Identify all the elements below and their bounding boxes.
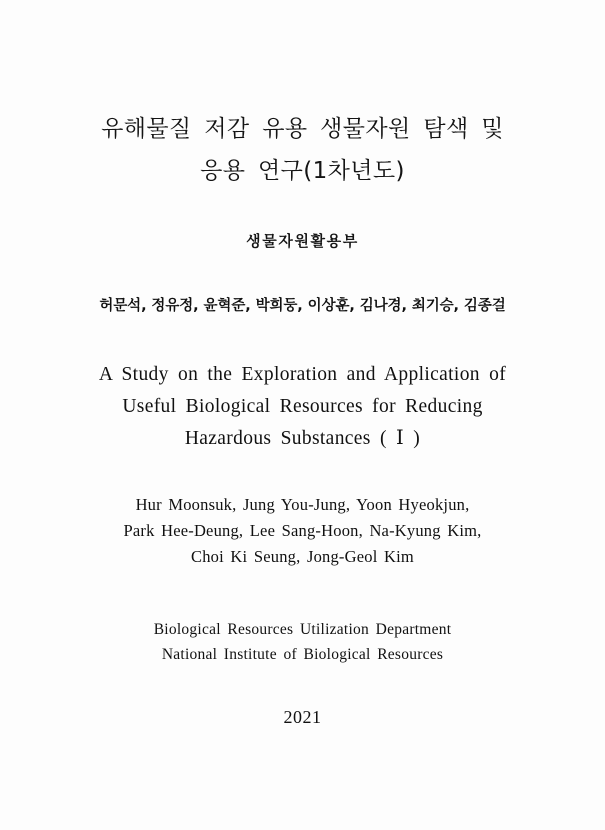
english-authors-line-1: Hur Moonsuk, Jung You-Jung, Yoon Hyeokjun, xyxy=(135,495,470,514)
korean-title-line-1: 유해물질 저감 유용 생물자원 탐색 및 xyxy=(101,116,504,142)
korean-authors: 허문석, 정유정, 윤혁준, 박희둥, 이상훈, 김나경, 최기승, 김종걸 xyxy=(99,298,506,314)
korean-department: 생물자원활용부 xyxy=(246,232,359,250)
korean-title-line-2: 응용 연구(1차년도) xyxy=(200,158,405,184)
publication-year: 2021 xyxy=(283,707,322,727)
english-authors xyxy=(0,492,605,570)
english-authors-line-2: Park Hee-Deung, Lee Sang-Hoon, Na-Kyung Kim, xyxy=(123,521,482,540)
institution-line-2: National Institute of Biological Resources xyxy=(161,646,444,663)
korean-title xyxy=(0,108,605,192)
institution-line-1: Biological Resources Utilization Department xyxy=(153,621,452,638)
english-title-line-1: A Study on the Exploration and Application of xyxy=(98,364,507,385)
english-title-line-2: Useful Biological Resources for Reducing xyxy=(122,396,483,417)
english-authors-line-3: Choi Ki Seung, Jong-Geol Kim xyxy=(191,547,414,566)
english-title xyxy=(0,359,605,455)
english-title-line-3: Hazardous Substances ( Ⅰ ) xyxy=(184,428,421,449)
institution xyxy=(0,617,605,667)
